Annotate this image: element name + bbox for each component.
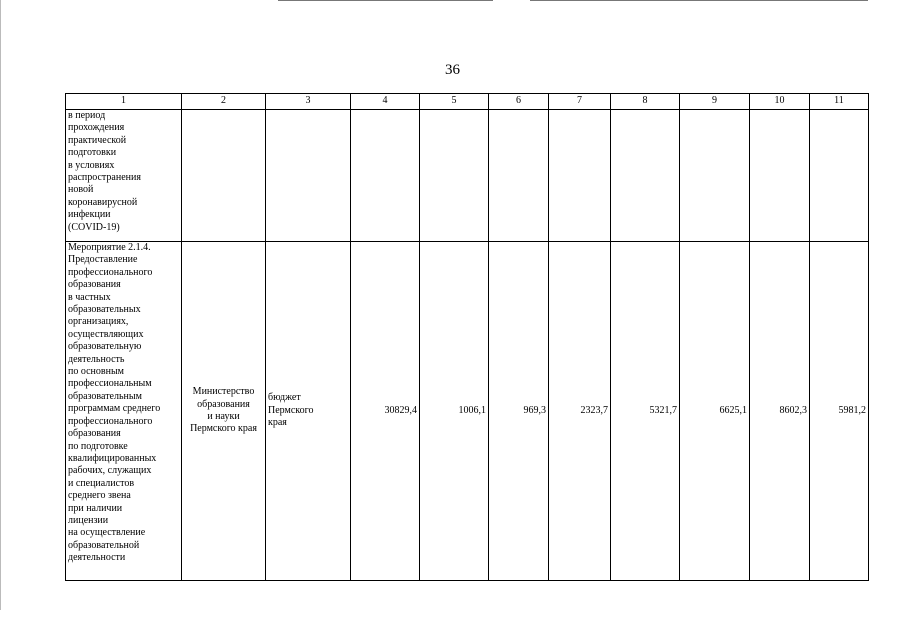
description-line: образования: [68, 279, 121, 291]
value-cell: 5981,2: [810, 242, 869, 581]
description-line: образовательных: [68, 304, 141, 316]
description-line: профессиональным: [68, 378, 152, 390]
value-cell: [750, 110, 810, 242]
description-line: прохождения: [68, 122, 125, 134]
value-cell: [489, 110, 549, 242]
description-cell: [66, 110, 182, 242]
description-line: профессионального: [68, 415, 153, 427]
description-line: Предоставление: [68, 254, 138, 266]
column-header: 6: [489, 94, 549, 110]
description-line: деятельности: [68, 552, 126, 564]
funding-source-cell: [266, 242, 351, 581]
funding-source-cell: [266, 110, 351, 242]
executor-line: образования: [197, 398, 250, 410]
description-line: лицензии: [68, 514, 109, 526]
description-line: программам среднего: [68, 403, 161, 415]
column-header: 8: [611, 94, 680, 110]
description-line: образовательную: [68, 341, 142, 353]
description-line: и специалистов: [68, 477, 135, 489]
value-cell: [611, 110, 680, 242]
value-cell: 2323,7: [549, 242, 611, 581]
description-line: на осуществление: [68, 527, 146, 539]
column-header: 5: [420, 94, 489, 110]
description-line: образования: [68, 428, 121, 440]
page-number: 36: [445, 62, 460, 78]
description-line: организациях,: [68, 316, 129, 328]
description-line: инфекции: [68, 209, 111, 221]
value-cell: 8602,3: [750, 242, 810, 581]
column-header: 1: [66, 94, 182, 110]
description-line: осуществляющих: [68, 328, 144, 340]
description-line: подготовки: [68, 147, 117, 159]
executor-line: и науки: [207, 411, 240, 422]
executor-line: Пермского края: [190, 423, 257, 435]
description-line: деятельность: [68, 353, 125, 365]
description-line: новой: [68, 184, 94, 196]
header-row: [66, 94, 869, 110]
description-line: рабочих, служащих: [68, 465, 152, 477]
scan-edge-line: [0, 0, 1, 610]
value-cell: 5321,7: [611, 242, 680, 581]
column-header: 9: [680, 94, 750, 110]
description-line: (COVID-19): [68, 221, 120, 233]
executor-cell: [182, 110, 266, 242]
table-row: [66, 242, 869, 581]
funding-source-line: края: [268, 417, 287, 429]
description-line: распространения: [68, 172, 141, 184]
description-line: в частных: [68, 291, 111, 303]
column-header: 10: [750, 94, 810, 110]
description-line: в условиях: [68, 159, 115, 171]
description-line: среднего звена: [68, 490, 131, 502]
description-line: по основным: [68, 366, 125, 378]
scan-edge-line: [278, 0, 493, 1]
budget-table: [65, 93, 869, 581]
executor-line: Министерство: [192, 386, 255, 398]
description-line: образовательным: [68, 390, 142, 402]
funding-source-line: Пермского: [268, 404, 314, 416]
column-header: 3: [266, 94, 351, 110]
value-cell: [351, 110, 420, 242]
table-row: [66, 110, 869, 242]
description-line: при наличии: [68, 502, 123, 514]
description-line: Мероприятие 2.1.4.: [68, 242, 151, 253]
value-cell: 969,3: [489, 242, 549, 581]
scan-edge-line: [530, 0, 868, 1]
value-cell: [680, 110, 750, 242]
value-cell: 1006,1: [420, 242, 489, 581]
description-line: квалифицированных: [68, 452, 157, 464]
value-cell: [549, 110, 611, 242]
description-line: практической: [68, 134, 127, 146]
column-header: 11: [810, 94, 869, 110]
description-line: по подготовке: [68, 440, 128, 452]
value-cell: [810, 110, 869, 242]
description-cell: [66, 242, 182, 581]
description-line: коронавирусной: [68, 196, 138, 208]
funding-source-line: бюджет: [268, 392, 301, 404]
description-line: профессионального: [68, 266, 153, 278]
value-cell: [420, 110, 489, 242]
value-cell: 30829,4: [351, 242, 420, 581]
column-header: 4: [351, 94, 420, 110]
value-cell: 6625,1: [680, 242, 750, 581]
column-header: 7: [549, 94, 611, 110]
column-header: 2: [182, 94, 266, 110]
executor-cell: [182, 242, 266, 581]
description-line: в период: [68, 110, 106, 121]
description-line: образовательной: [68, 539, 140, 551]
